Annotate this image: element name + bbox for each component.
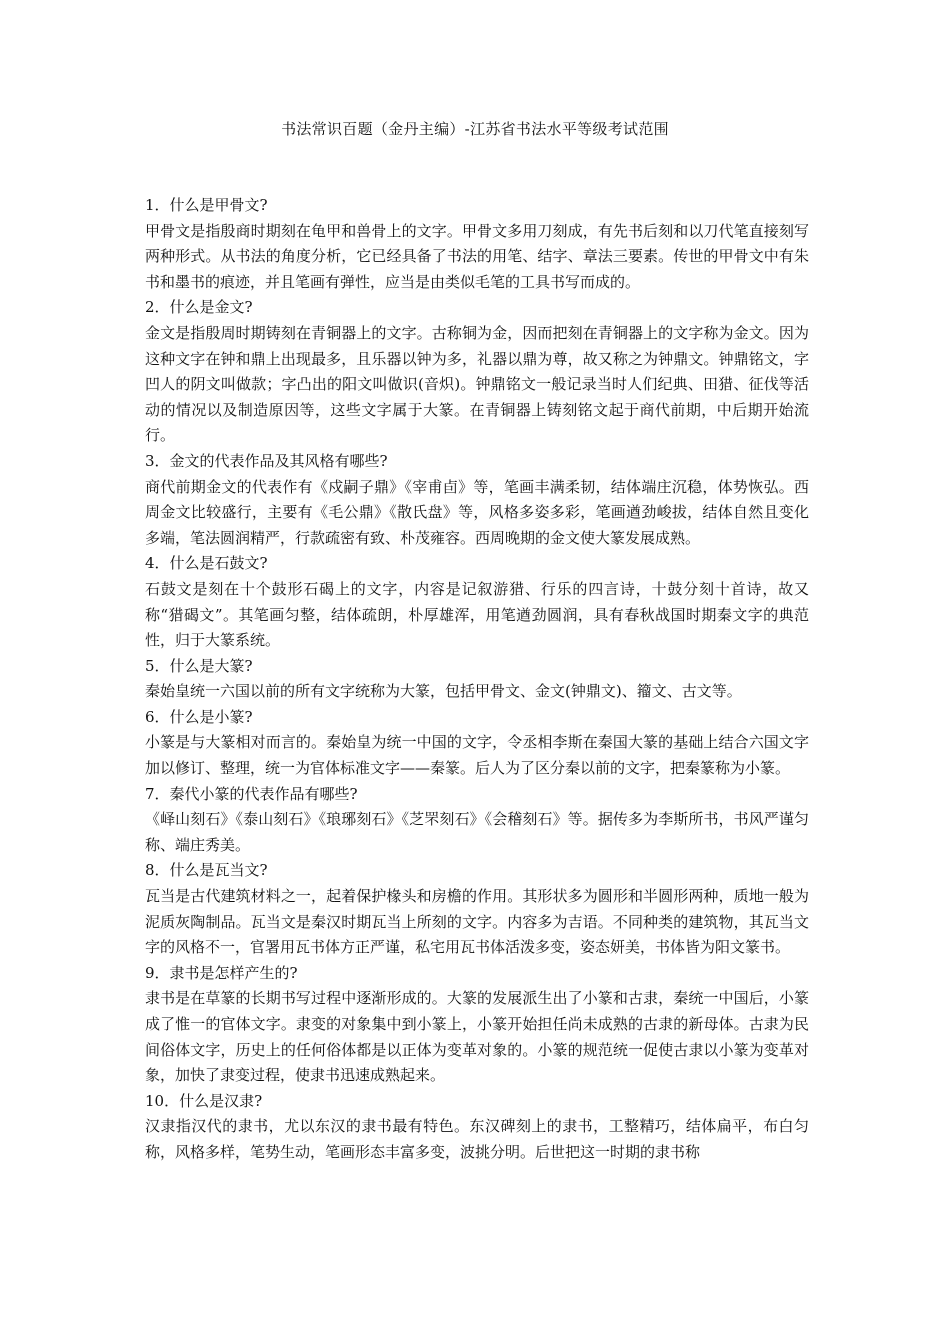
- question-8: 8．什么是瓦当文?: [145, 861, 268, 880]
- answer-8: 瓦当是古代建筑材料之一，起着保护椽头和房檐的作用。其形状多为圆形和半圆形两种，质地一般为泥质灰陶制品。瓦当文是秦汉时期瓦当上所刻的文字。内容多为吉语。不同种类的建筑物，其瓦当文字的风格不一，官署用瓦书体方正严谨，私宅用瓦书体活泼多变，姿态妍美，书体皆为阳文篆书。: [145, 887, 809, 957]
- answer-6: 小篆是与大篆相对而言的。秦始皇为统一中国的文字，令丞相李斯在秦国大篆的基础上结合六国文字加以修订、整理，统一为官体标准文字——秦篆。后人为了区分秦以前的文字，把秦篆称为小篆。: [145, 733, 809, 778]
- answer-3: 商代前期金文的代表作有《戍嗣子鼎》《宰甫卣》等，笔画丰满柔韧，结体端庄沉稳，体势恢弘。西周金文比较盛行，主要有《毛公鼎》《散氏盘》等，风格多姿多彩，笔画遒劲峻拔，结体自然且变化多端，笔法圆润精严，行款疏密有致、朴茂雍容。西周晚期的金文使大篆发展成熟。: [145, 477, 809, 547]
- document-title: 书法常识百题（金丹主编）-江苏省书法水平等级考试范围: [281, 120, 669, 138]
- answer-10: 汉隶指汉代的隶书，尤以东汉的隶书最有特色。东汉碑刻上的隶书，工整精巧，结体扁平，布白匀称，风格多样，笔势生动，笔画形态丰富多变，波挑分明。后世把这一时期的隶书称: [145, 1117, 809, 1161]
- answer-9: 隶书是在草篆的长期书写过程中逐渐形成的。大篆的发展派生出了小篆和古隶，秦统一中国后，小篆成了惟一的官体文字。隶变的对象集中到小篆上，小篆开始担任尚未成熟的古隶的新母体。古隶为民间俗体文字，历史上的任何俗体都是以正体为变革对象的。小篆的规范统一促使古隶以小篆为变革对象，加快了隶变过程，使隶书迅速成熟起来。: [145, 989, 809, 1085]
- question-2: 2．什么是金文?: [145, 298, 253, 317]
- question-5: 5．什么是大篆?: [145, 656, 253, 675]
- document-body: [145, 193, 809, 1166]
- question-7: 7．秦代小篆的代表作品有哪些?: [145, 784, 358, 803]
- question-10: 10．什么是汉隶?: [145, 1091, 263, 1110]
- question-3: 3．金文的代表作品及其风格有哪些?: [145, 451, 388, 470]
- question-4: 4．什么是石鼓文?: [145, 554, 268, 573]
- question-6: 6．什么是小篆?: [145, 707, 253, 726]
- answer-5: 秦始皇统一六国以前的所有文字统称为大篆，包括甲骨文、金文(钟鼎文)、籀文、古文等。: [145, 682, 742, 701]
- question-1: 1．什么是甲骨文?: [145, 196, 268, 214]
- answer-4: 石鼓文是刻在十个鼓形石碣上的文字，内容是记叙游猎、行乐的四言诗，十鼓分刻十首诗，故又称“猎碣文”。其笔画匀整，结体疏朗，朴厚雄浑，用笔遒劲圆润，具有春秋战国时期秦文字的典范性，归于大篆系统。: [145, 579, 809, 650]
- answer-1: 甲骨文是指殷商时期刻在龟甲和兽骨上的文字。甲骨文多用刀刻成，有先书后刻和以刀代笔直接刻写两种形式。从书法的角度分析，它已经具备了书法的用笔、结字、章法三要素。传世的甲骨文中有朱书和墨书的痕迹，并且笔画有弹性，应当是由类似毛笔的工具书写而成的。: [145, 221, 809, 291]
- answer-2: 金文是指殷周时期铸刻在青铜器上的文字。古称铜为金，因而把刻在青铜器上的文字称为金文。因为这种文字在钟和鼎上出现最多，且乐器以钟为多，礼器以鼎为尊，故又称之为钟鼎文。钟鼎铭文，字凹人的阴文叫做款；字凸出的阳文叫做识(音炽)。钟鼎铭文一般记录当时人们纪典、田猎、征伐等活动的情况以及制造原因等，这些文字属于大篆。在青铜器上铸刻铭文起于商代前期，中后期开始流行。: [145, 323, 809, 445]
- answer-7: 《峄山刻石》《泰山刻石》《琅琊刻石》《芝罘刻石》《会稽刻石》等。据传多为李斯所书，书风严谨匀称、端庄秀美。: [145, 810, 809, 854]
- question-9: 9．隶书是怎样产生的?: [145, 963, 298, 982]
